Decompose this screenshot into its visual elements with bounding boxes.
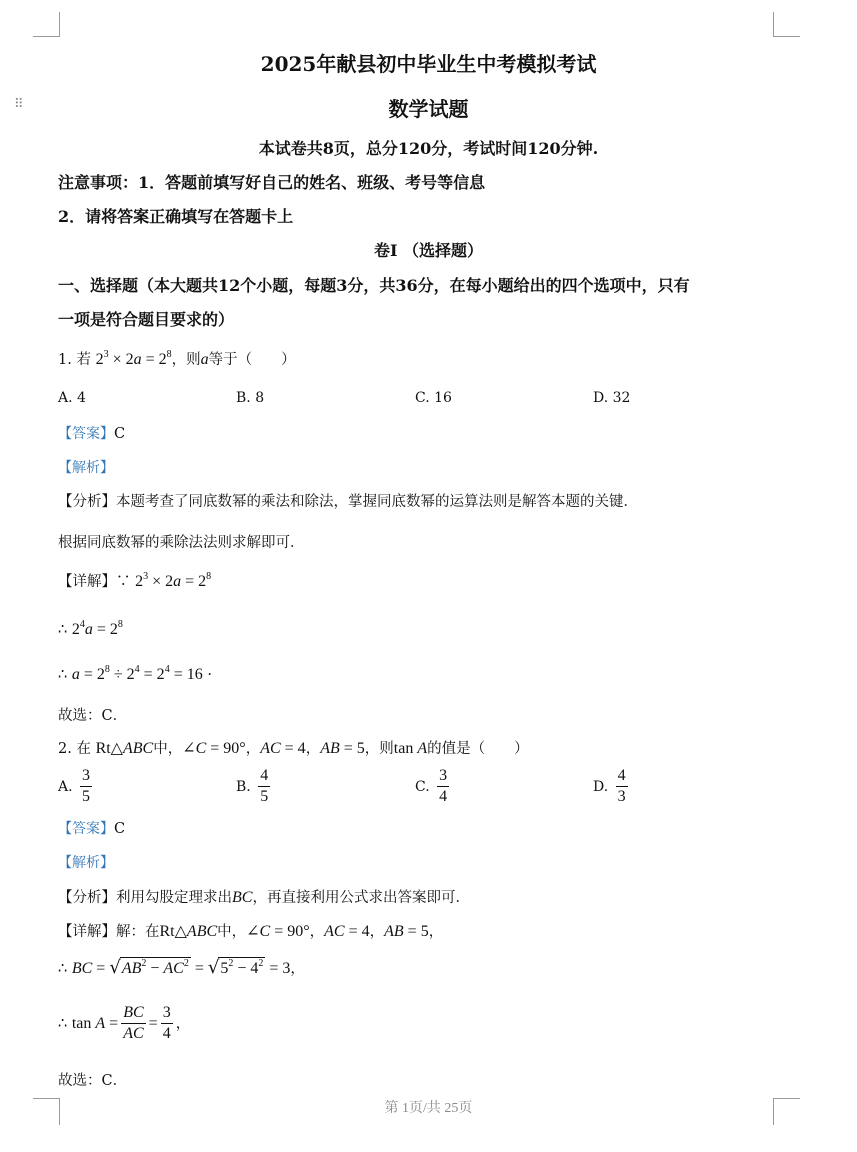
exam-info: 本试卷共8页，总分120分，考试时间120分钟. (258, 139, 599, 158)
q1-option-d[interactable]: D. 32 (593, 390, 631, 406)
q1-option-c[interactable]: C. 16 (415, 390, 452, 406)
q1-step-1: ∴ $2^4a = 2^8$ (58, 619, 123, 638)
page-footer: 第 1页/共 25页 (384, 1101, 473, 1116)
q1-fenxi: 【分析】本题考查了同底数幂的乘法和除法，掌握同底数幂的运算法则是解答本题的关键． (58, 494, 638, 510)
q2-step-2: ∴ tan A = $\frac{BC}{AC}$ = $\frac{3}{4}$ ， (58, 1004, 191, 1043)
q1-step-2: ∴ $a = 2^8 \div 2^4 = 2^4 = 16$ · (58, 664, 212, 683)
q1-number: 1. 若 (58, 352, 91, 368)
q1-answer: 【答案】C (58, 426, 126, 442)
exam-title: 2025年献县初中毕业生中考模拟考试 (260, 52, 597, 76)
part-title-line-2: 一项是符合题目要求的） (58, 310, 235, 329)
q2-step-1: ∴ BC = $√AB^2 - AC^2 = √5^2 - 4^2 = 3$， (58, 957, 305, 978)
section-title: 卷I （选择题） (373, 241, 484, 260)
q2-option-c[interactable]: C. $\frac{3}{4}$ (415, 767, 448, 806)
q2-option-a[interactable]: A. $\frac{3}{5}$ (58, 767, 91, 806)
q1-choose: 故选：C． (58, 708, 128, 724)
q1-option-a[interactable]: A. 4 (58, 390, 86, 406)
part-title-line-1: 一、选择题（本大题共12个小题，每题3分，共36分，在每小题给出的四个选项中，只有 (58, 276, 690, 295)
q2-fenxi: 【分析】利用勾股定理求出BC，再直接利用公式求出答案即可． (58, 889, 470, 906)
notice-line-1: 注意事项：1．答题前填写好自己的姓名、班级、考号等信息 (58, 173, 486, 192)
notice-line-2: 2．请将答案正确填写在答题卡上 (58, 207, 294, 226)
q1-stem (58, 348, 296, 369)
q1-method: 根据同底数幂的乘除法法则求解即可． (58, 535, 305, 551)
q1-stem-end: ，则 (171, 352, 201, 368)
q2-analysis-tag: 【解析】 (58, 855, 114, 871)
q2-option-b[interactable]: B. $\frac{4}{5}$ (236, 767, 269, 806)
q1-detail: 【详解】∵ $2^3 \times 2a = 2^8$ (58, 571, 212, 590)
q1-equation: $2^3 \times 2a = 2^8$ (95, 349, 172, 368)
exam-subtitle: 数学试题 (388, 97, 469, 121)
q1-stem-tail: 等于（ ） (208, 352, 296, 368)
q2-choose: 故选：C． (58, 1073, 128, 1089)
q1-analysis-tag: 【解析】 (58, 460, 114, 476)
q1-option-b[interactable]: B. 8 (236, 390, 265, 406)
drag-handle-icon[interactable]: ⠿ (14, 97, 23, 112)
q2-stem: 2. 在 Rt△ABC中，∠C = 90°，AC = 4，AB = 5，则tan A的值是（ ） (58, 740, 529, 757)
q2-answer: 【答案】C (58, 821, 126, 837)
q2-detail: 【详解】解：在Rt△ABC中，∠C = 90°，AC = 4，AB = 5， (58, 923, 444, 940)
q2-option-d[interactable]: D. $\frac{4}{3}$ (593, 767, 626, 806)
q1-variable: a (200, 351, 209, 368)
